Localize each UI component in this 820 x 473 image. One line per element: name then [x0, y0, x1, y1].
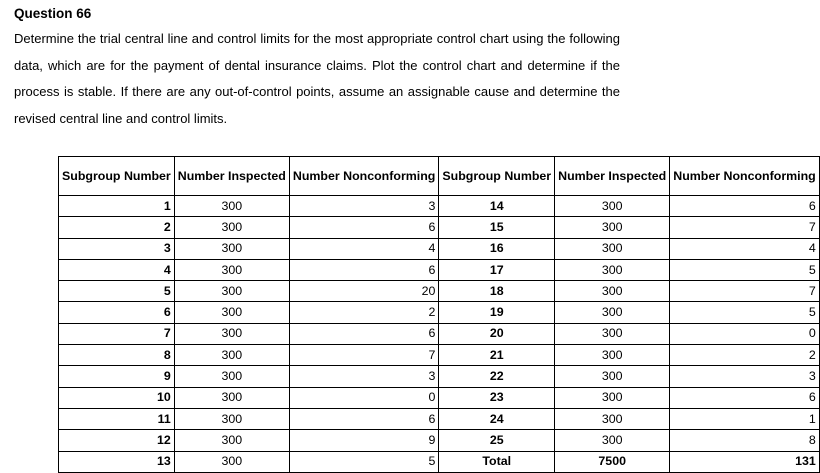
table-cell: 2: [59, 217, 175, 238]
table-cell: 9: [59, 366, 175, 387]
table-cell: 3: [670, 366, 820, 387]
table-cell: 19: [439, 302, 555, 323]
header-subgroup-number-2: Subgroup Number: [439, 157, 555, 196]
table-row: [59, 259, 820, 280]
table-cell: 1: [670, 408, 820, 429]
table-cell: 131: [670, 451, 820, 472]
table-cell: 300: [555, 196, 670, 217]
header-number-nonconforming: Number Nonconforming: [289, 157, 439, 196]
question-text: Determine the trial central line and control limits for the most appropriate control chart using the following data, which are for the payment of dental insurance claims. Plot the control chart and determine if the process is stable. If there are any out-of-control points, assume an assignable cause and determine the revised central line and control limits.: [14, 31, 620, 126]
table-cell: 3: [289, 366, 439, 387]
table-cell: 20: [289, 281, 439, 302]
table-cell: 300: [555, 217, 670, 238]
header-number-inspected-2: Number Inspected: [555, 157, 670, 196]
table-cell: 10: [59, 387, 175, 408]
table-cell: 11: [59, 408, 175, 429]
table-cell: 13: [59, 451, 175, 472]
table-cell: 5: [670, 302, 820, 323]
table-cell: 6: [670, 387, 820, 408]
header-number-nonconforming-2: Number Nonconforming: [670, 157, 820, 196]
claims-data-table: [58, 156, 820, 473]
table-cell: 15: [439, 217, 555, 238]
table-cell: 300: [174, 323, 289, 344]
header-number-inspected: Number Inspected: [174, 157, 289, 196]
table-cell: 300: [555, 345, 670, 366]
table-cell: 7: [59, 323, 175, 344]
table-cell: 16: [439, 238, 555, 259]
table-cell: 300: [174, 430, 289, 451]
table-cell: 6: [289, 217, 439, 238]
table-cell: 2: [670, 345, 820, 366]
table-cell: 4: [289, 238, 439, 259]
table-cell: 20: [439, 323, 555, 344]
table-cell: 300: [174, 366, 289, 387]
table-cell: 300: [174, 281, 289, 302]
table-cell: 9: [289, 430, 439, 451]
table-row: [59, 323, 820, 344]
table-cell: 300: [555, 259, 670, 280]
table-cell: 300: [174, 345, 289, 366]
table-cell: 0: [670, 323, 820, 344]
table-cell: 21: [439, 345, 555, 366]
table-cell: 300: [555, 323, 670, 344]
table-cell: 22: [439, 366, 555, 387]
table-cell: 300: [174, 387, 289, 408]
table-cell: 300: [174, 259, 289, 280]
table-row: [59, 196, 820, 217]
table-cell: 14: [439, 196, 555, 217]
table-cell: 0: [289, 387, 439, 408]
table-cell: 17: [439, 259, 555, 280]
table-cell: 5: [59, 281, 175, 302]
table-cell: 5: [670, 259, 820, 280]
table-cell: 300: [555, 302, 670, 323]
table-cell: 6: [289, 259, 439, 280]
table-row: [59, 302, 820, 323]
table-cell: 300: [555, 281, 670, 302]
table-cell: 4: [670, 238, 820, 259]
table-row: [59, 238, 820, 259]
table-cell: 2: [289, 302, 439, 323]
table-cell: 18: [439, 281, 555, 302]
table-cell: 23: [439, 387, 555, 408]
table-cell: 6: [289, 323, 439, 344]
table-header-row: [59, 157, 820, 196]
table-cell: Total: [439, 451, 555, 472]
table-cell: 300: [555, 238, 670, 259]
table-cell: 7500: [555, 451, 670, 472]
table-cell: 300: [555, 366, 670, 387]
table-cell: 3: [59, 238, 175, 259]
table-cell: 8: [59, 345, 175, 366]
table-row: [59, 387, 820, 408]
table-cell: 7: [670, 281, 820, 302]
table-cell: 300: [174, 196, 289, 217]
table-cell: 300: [174, 302, 289, 323]
table-row: [59, 281, 820, 302]
table-cell: 1: [59, 196, 175, 217]
table-cell: 4: [59, 259, 175, 280]
table-cell: 300: [555, 387, 670, 408]
table-row: [59, 408, 820, 429]
table-row: [59, 345, 820, 366]
table-cell: 7: [670, 217, 820, 238]
table-cell: 8: [670, 430, 820, 451]
table-cell: 25: [439, 430, 555, 451]
table-row: [59, 430, 820, 451]
table-cell: 300: [555, 430, 670, 451]
table-cell: 6: [59, 302, 175, 323]
table-cell: 300: [174, 217, 289, 238]
table-cell: 24: [439, 408, 555, 429]
table-row: [59, 217, 820, 238]
table-row: [59, 366, 820, 387]
table-row: [59, 451, 820, 472]
table-cell: 3: [289, 196, 439, 217]
header-subgroup-number: Subgroup Number: [59, 157, 175, 196]
table-cell: 7: [289, 345, 439, 366]
table-cell: 300: [174, 451, 289, 472]
table-cell: 5: [289, 451, 439, 472]
question-title: Question 66: [14, 6, 92, 21]
table-cell: 300: [174, 238, 289, 259]
table-cell: 12: [59, 430, 175, 451]
table-cell: 6: [670, 196, 820, 217]
table-cell: 300: [555, 408, 670, 429]
table-cell: 300: [174, 408, 289, 429]
table-cell: 6: [289, 408, 439, 429]
